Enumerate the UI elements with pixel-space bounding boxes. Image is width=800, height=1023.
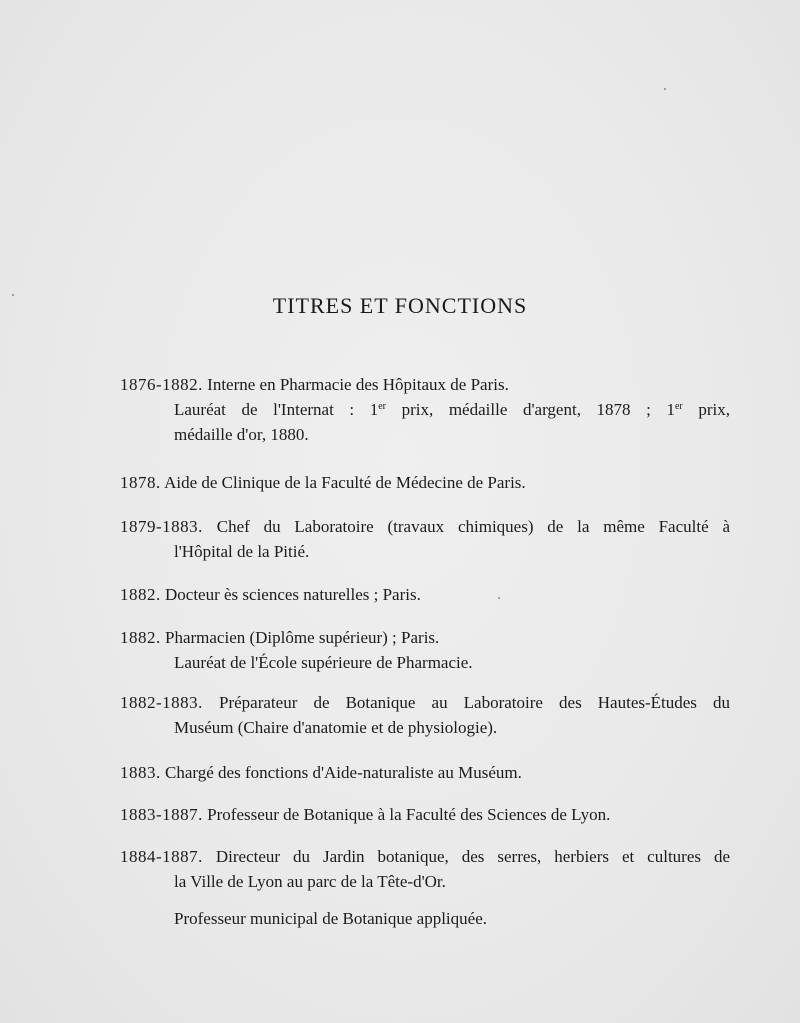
scan-speck: [664, 88, 666, 90]
entry-main-line: [120, 690, 730, 715]
entry-1884-1887: [120, 844, 730, 931]
entry-main-line: [120, 760, 730, 785]
entry-main-line: [120, 625, 730, 650]
superscript-er: er: [674, 401, 683, 412]
entry-1883-1887: [120, 802, 730, 827]
entry-date: 1882.: [120, 585, 161, 604]
entry-sub-line: Professeur municipal de Botanique appliquée.: [174, 909, 487, 928]
entry-continuation: la Ville de Lyon au parc de la Tête-d'Or.: [174, 872, 446, 891]
entry-date: 1879-1883.: [120, 517, 203, 536]
entry-date: 1878.: [120, 473, 161, 492]
entry-sub-text-a: Lauréat de l'Internat : 1: [174, 400, 379, 419]
entry-date: 1882.: [120, 628, 161, 647]
entry-date: 1882-1883.: [120, 693, 203, 712]
entry-1882-pharmacien: [120, 625, 730, 675]
superscript-er: er: [378, 401, 386, 412]
entry-text: Chef du Laboratoire (travaux chimiques) de la même Faculté à: [216, 517, 730, 536]
entry-1879-1883: [120, 514, 730, 564]
entry-sub-text-b: prix, médaille d'argent, 1878 ; 1: [386, 400, 675, 419]
entry-1882-1883: [120, 690, 730, 740]
scan-speck: [12, 294, 14, 296]
entry-text: Aide de Clinique de la Faculté de Médecine de Paris.: [164, 473, 526, 492]
entry-date: 1883-1887.: [120, 805, 203, 824]
entry-continuation: Muséum (Chaire d'anatomie et de physiologie).: [174, 718, 498, 737]
entry-date: 1883.: [120, 763, 161, 782]
entry-text: Professeur de Botanique à la Faculté des Sciences de Lyon.: [207, 805, 611, 824]
entry-text: Docteur ès sciences naturelles ; Paris.: [165, 585, 421, 604]
entry-1883: [120, 760, 730, 785]
entry-text: Préparateur de Botanique au Laboratoire des Hautes-Études du: [219, 693, 730, 712]
scan-speck: [498, 597, 500, 599]
page-title: TITRES ET FONCTIONS: [272, 293, 528, 318]
entry-sub-line-2: médaille d'or, 1880.: [174, 425, 309, 444]
entry-1876-1882: [120, 372, 730, 447]
entry-main-line: [120, 582, 730, 607]
entry-main-line: [120, 470, 730, 495]
entry-date: 1876-1882.: [120, 375, 203, 394]
entry-continuation: l'Hôpital de la Pitié.: [174, 542, 310, 561]
entry-sub-line: [120, 397, 730, 422]
entry-text: Pharmacien (Diplôme supérieur) ; Paris.: [165, 628, 440, 647]
entry-text: Chargé des fonctions d'Aide-naturaliste au Muséum.: [165, 763, 522, 782]
entry-text: Directeur du Jardin botanique, des serres, herbiers et cultures de: [215, 847, 731, 866]
entry-sub-text-c: prix,: [682, 400, 730, 419]
entry-main-line: [120, 372, 730, 397]
entry-main-line: [120, 844, 730, 869]
entry-sub-line: Lauréat de l'École supérieure de Pharmacie.: [174, 653, 473, 672]
entry-1878: [120, 470, 730, 495]
entry-text: Interne en Pharmacie des Hôpitaux de Paris.: [207, 375, 509, 394]
entry-date: 1884-1887.: [120, 847, 203, 866]
entry-main-line: [120, 514, 730, 539]
entry-1882-docteur: [120, 582, 730, 607]
entry-main-line: [120, 802, 730, 827]
